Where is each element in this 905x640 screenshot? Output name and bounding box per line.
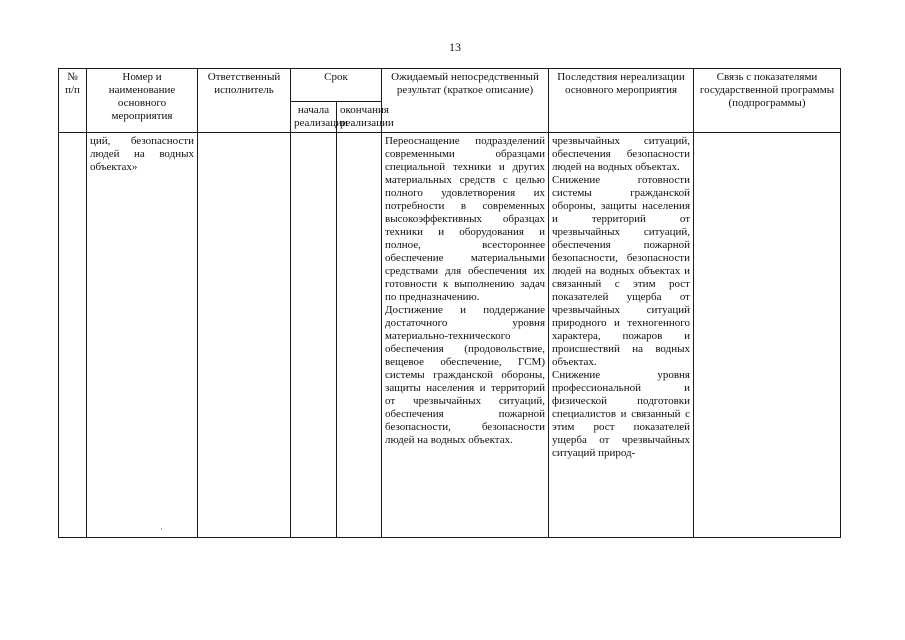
cell-consequences xyxy=(549,133,694,538)
measures-table xyxy=(58,68,841,538)
consequences-paragraph: Снижение уровня профессиональной и физической подготовки специалистов и связанный с этим рост показателей ущерба от чрезвычайных ситуаций природ- xyxy=(552,369,690,459)
header-responsible: Ответственный исполнитель xyxy=(198,69,291,133)
header-term-start: начала реализации xyxy=(291,102,337,133)
page-number: 13 xyxy=(449,40,461,54)
cell-expected xyxy=(382,133,549,538)
table-row xyxy=(59,133,841,538)
header-link: Связь с показателями государственной программы (подпрограммы) xyxy=(694,69,841,133)
cell-num xyxy=(59,133,87,538)
header-num: № п/п xyxy=(59,69,87,133)
cell-term-end xyxy=(337,133,382,538)
cell-responsible xyxy=(198,133,291,538)
header-consequences: Последствия нереализации основного мероприятия xyxy=(549,69,694,133)
consequences-paragraph: Снижение готовности системы гражданской обороны, защиты населения и территорий от чрезвычайных ситуаций, обеспечения пожарной безопасности, безопасности людей на водных объектах и связанный с этим рост показателей ущерба от чрезвычайных ситуаций природного и техногенного характера, пожаров и происшествий на водных объектах. xyxy=(552,174,690,368)
consequences-paragraph: чрезвычайных ситуаций, обеспечения безопасности людей на водных объектах. xyxy=(552,135,690,173)
cell-link xyxy=(694,133,841,538)
header-measure: Номер и наименование основного мероприятия xyxy=(87,69,198,133)
header-expected: Ожидаемый непосредственный результат (краткое описание) xyxy=(382,69,549,133)
cell-measure: ций, безопасности людей на водных объектах» xyxy=(87,133,198,538)
header-term-end: окончания реализации xyxy=(337,102,382,133)
scan-speck: · xyxy=(160,524,163,534)
expected-paragraph: Достижение и поддержание достаточного уровня материально-технического обеспечения (продовольствие, вещевое обеспечение, ГСМ) системы гражданской обороны, защиты населения и территорий от чрезвычайных ситуаций, обеспечения пожарной безопасности, безопасности людей на водных объектах. xyxy=(385,304,545,446)
header-term: Срок xyxy=(291,69,382,102)
header-row xyxy=(59,69,841,102)
expected-paragraph: Переоснащение подразделений современными образцами специальной техники и других материальных средств с целью полного удовлетворения их потребности в современных высокоэффективных образцах техники и оборудования и полное, всестороннее обеспечение материальными средствами для обеспечения их готовности к выполнению задач по предназначению. xyxy=(385,135,545,303)
cell-term-start xyxy=(291,133,337,538)
